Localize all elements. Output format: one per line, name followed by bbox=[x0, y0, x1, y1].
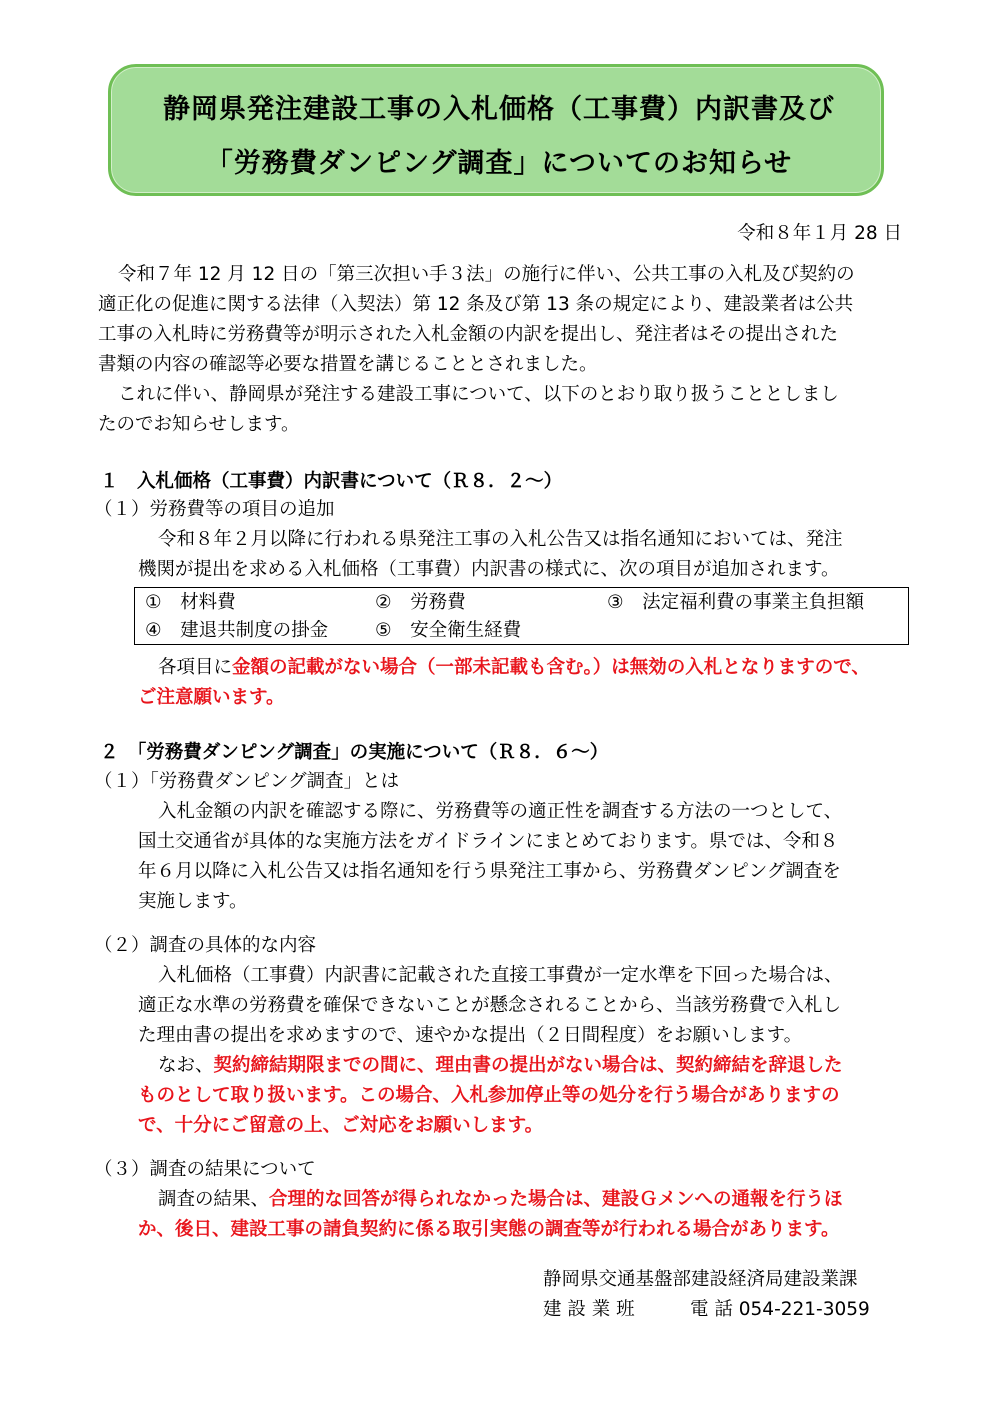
section2-sub2: （２）調査の具体的な内容 bbox=[94, 935, 317, 956]
item-retirement-fund: ④ 建退共制度の掛金 bbox=[145, 620, 329, 641]
section2-sub1-line1: 入札金額の内訳を確認する際に、労務費等の適正性を調査する方法の一つとして、 bbox=[158, 801, 843, 822]
section2-sub2-note-red2: ものとして取り扱います。この場合、入札参加停止等の処分を行う場合がありますの bbox=[138, 1085, 840, 1106]
section1-body-line2: 機関が提出を求める入札価格（工事費）内訳書の様式に、次の項目が追加されます。 bbox=[138, 559, 840, 580]
intro-p2-line2: たのでお知らせします。 bbox=[98, 414, 300, 435]
section2-sub2-note-prefix: なお、 bbox=[158, 1055, 214, 1076]
items-box bbox=[134, 587, 909, 645]
section2-sub2-note-red3: で、十分にご留意の上、ご対応をお願いします。 bbox=[138, 1115, 544, 1136]
intro-p2-line1: これに伴い、静岡県が発注する建設工事について、以下のとおり取り扱うこととしまし bbox=[118, 384, 839, 405]
section1-note-red2: ご注意願います。 bbox=[138, 687, 285, 708]
title-box bbox=[108, 64, 884, 196]
section2-sub3-red1: 合理的な回答が得られなかった場合は、建設Ｇメンへの通報を行うほ bbox=[269, 1189, 843, 1210]
intro-p1-line2: 適正化の促進に関する法律（入契法）第 12 条及び第 13 条の規定により、建設業者は公共 bbox=[98, 294, 854, 315]
item-labor-cost: ② 労務費 bbox=[375, 592, 466, 613]
footer-department: 静岡県交通基盤部建設経済局建設業課 bbox=[543, 1269, 858, 1290]
page-title-line2: 「労務費ダンピング調査」についてのお知らせ bbox=[205, 148, 793, 179]
section2-sub1-line3: 年６月以降に入札公告又は指名通知を行う県発注工事から、労務費ダンピング調査を bbox=[138, 861, 841, 882]
section2-sub1: （１）「労務費ダンピング調査」とは bbox=[94, 771, 400, 792]
section2-sub3-red2: か、後日、建設工事の請負契約に係る取引実態の調査等が行われる場合があります。 bbox=[138, 1219, 840, 1240]
section1-note-red1: 金額の記載がない場合（一部未記載も含む。）は無効の入札となりますので、 bbox=[232, 657, 870, 678]
intro-p1-line1: 令和７年 12 月 12 日の「第三次担い手３法」の施行に伴い、公共工事の入札及び契約の bbox=[118, 264, 855, 285]
section2-sub1-line2: 国土交通省が具体的な実施方法をガイドラインにまとめております。県では、令和８ bbox=[138, 831, 839, 852]
section2-heading: ２ 「労務費ダンピング調査」の実施について（Ｒ８．６～） bbox=[100, 742, 609, 763]
section1-sub1: （１）労務費等の項目の追加 bbox=[94, 499, 335, 520]
section2-sub2-line2: 適正な水準の労務費を確保できないことが懸念されることから、当該労務費で入札し bbox=[138, 995, 842, 1016]
section2-sub2-note-red1: 契約締結期限までの間に、理由書の提出がない場合は、契約締結を辞退した bbox=[213, 1055, 843, 1076]
page-title-line1: 静岡県発注建設工事の入札価格（工事費）内訳書及び bbox=[163, 94, 835, 125]
intro-p1-line3: 工事の入札時に労務費等が明示された入札金額の内訳を提出し、発注者はその提出された bbox=[98, 324, 839, 345]
section2-sub3-prefix: 調査の結果、 bbox=[158, 1189, 270, 1210]
section1-heading: １ 入札価格（工事費）内訳書について（Ｒ８．２～） bbox=[100, 471, 563, 492]
section1-note-line1 bbox=[158, 653, 870, 683]
footer-team: 建 設 業 班 bbox=[543, 1299, 635, 1320]
section1-body-line1: 令和８年２月以降に行われる県発注工事の入札公告又は指名通知においては、発注 bbox=[158, 529, 843, 550]
document-date: 令和８年１月 28 日 bbox=[737, 223, 902, 244]
section1-note-prefix: 各項目に bbox=[158, 657, 233, 678]
item-material-cost: ① 材料費 bbox=[145, 592, 236, 613]
section2-sub2-line1: 入札価格（工事費）内訳書に記載された直接工事費が一定水準を下回った場合は、 bbox=[158, 965, 843, 986]
section2-sub2-line3: た理由書の提出を求めますので、速やかな提出（２日間程度）をお願いします。 bbox=[138, 1025, 803, 1046]
item-welfare-cost: ③ 法定福利費の事業主負担額 bbox=[607, 592, 865, 613]
section2-sub2-note-line1 bbox=[158, 1051, 843, 1081]
section2-sub3-line1 bbox=[158, 1185, 843, 1215]
item-safety-cost: ⑤ 安全衛生経費 bbox=[375, 620, 522, 641]
footer-phone: 電 話 054-221-3059 bbox=[690, 1299, 870, 1320]
section2-sub3: （３）調査の結果について bbox=[94, 1159, 316, 1180]
intro-p1-line4: 書類の内容の確認等必要な措置を講じることとされました。 bbox=[98, 354, 598, 375]
section2-sub1-line4: 実施します。 bbox=[138, 891, 248, 912]
